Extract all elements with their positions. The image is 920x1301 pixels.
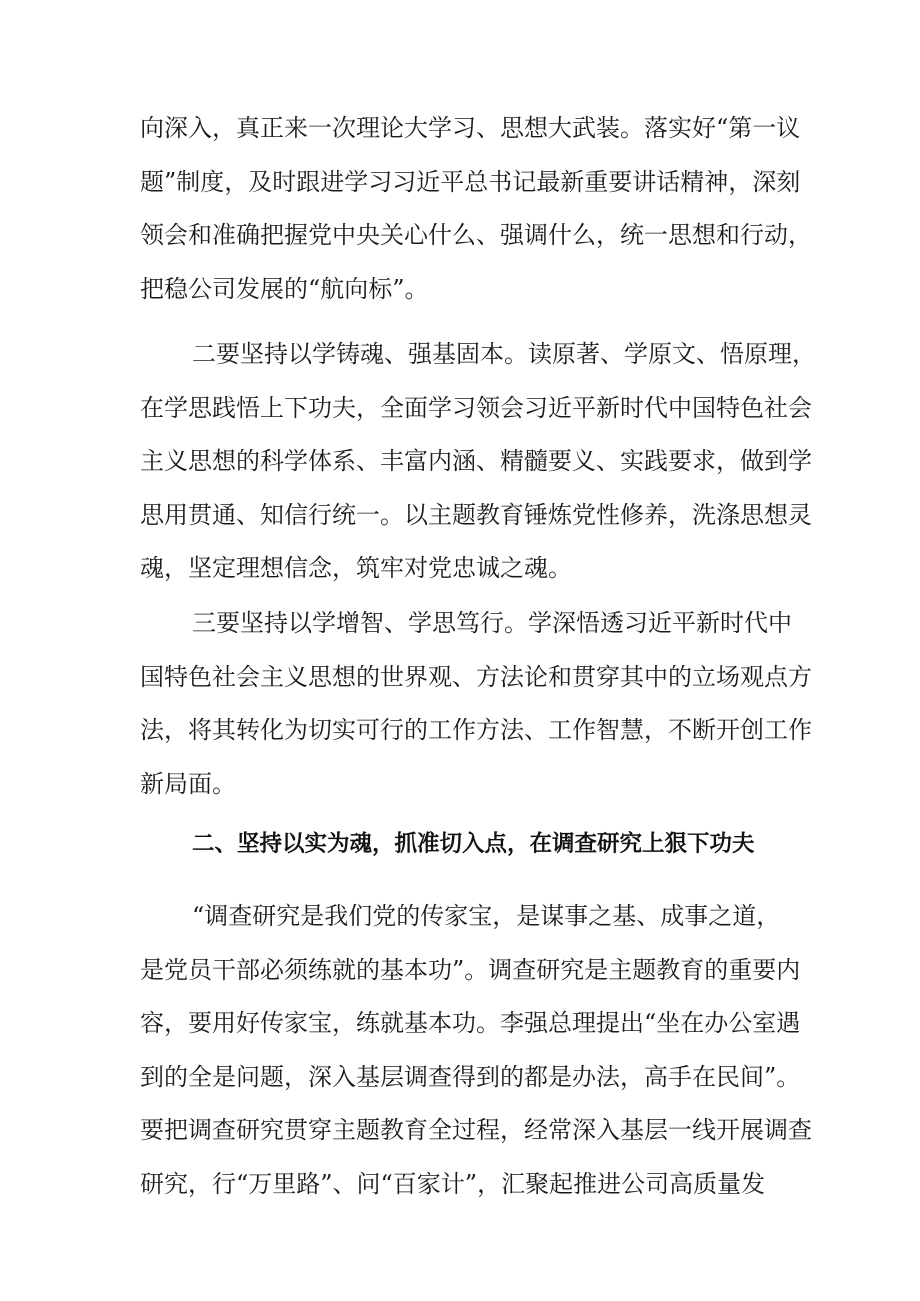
text-line: 主义思想的科学体系、丰富内涵、精髓要义、实践要求，做到学 [140,447,812,476]
paragraph-intro [140,102,812,316]
section-heading: 二、坚持以实为魂，抓准切入点，在调查研究上狠下功夫 [192,831,755,857]
text-line: 在学思践悟上下功夫，全面学习领会习近平新时代中国特色社会 [140,393,812,422]
text-line: 是党员干部必须练就的基本功”。调查研究是主题教育的重要内 [140,955,801,984]
text-line: 魂，坚定理想信念，筑牢对党忠诚之魂。 [140,554,572,583]
text-line: 国特色社会主义思想的世界观、方法论和贯穿其中的立场观点方 [140,662,812,691]
text-line: 三要坚持以学增智、学思笃行。学深悟透习近平新时代中 [192,609,792,637]
text-line: 把稳公司发展的“航向标”。 [140,274,429,303]
text-line: 容，要用好传家宝，练就基本功。李强总理提出“坐在办公室遇 [140,1009,801,1038]
text-line: 研究，行“万里路”、问“百家计”，汇聚起推进公司高质量发 [140,1169,766,1198]
paragraph-three [140,597,812,811]
paragraph-research [140,890,812,1212]
text-line: 新局面。 [140,769,236,798]
text-line: 向深入，真正来一次理论大学习、思想大武装。落实好“第一议 [140,114,801,142]
text-line: 二要坚持以学铸魂、强基固本。读原著、学原文、悟原理， [192,340,816,368]
text-line: 要把调查研究贯穿主题教育全过程，经常深入基层一线开展调查 [140,1116,812,1145]
text-line: 法，将其转化为切实可行的工作方法、工作智慧，不断开创工作 [140,716,812,745]
paragraph-two [140,328,816,596]
text-line: 题”制度，及时跟进学习习近平总书记最新重要讲话精神，深刻 [140,167,801,196]
text-line: “调查研究是我们党的传家宝，是谋事之基、成事之道， [192,902,781,930]
text-line: 到的全是问题，深入基层调查得到的都是办法，高手在民间”。 [140,1062,801,1091]
text-line: 领会和准确把握党中央关心什么、强调什么，统一思想和行动， [140,221,812,250]
text-line: 思用贯通、知信行统一。以主题教育锤炼党性修养，洗涤思想灵 [140,500,812,529]
